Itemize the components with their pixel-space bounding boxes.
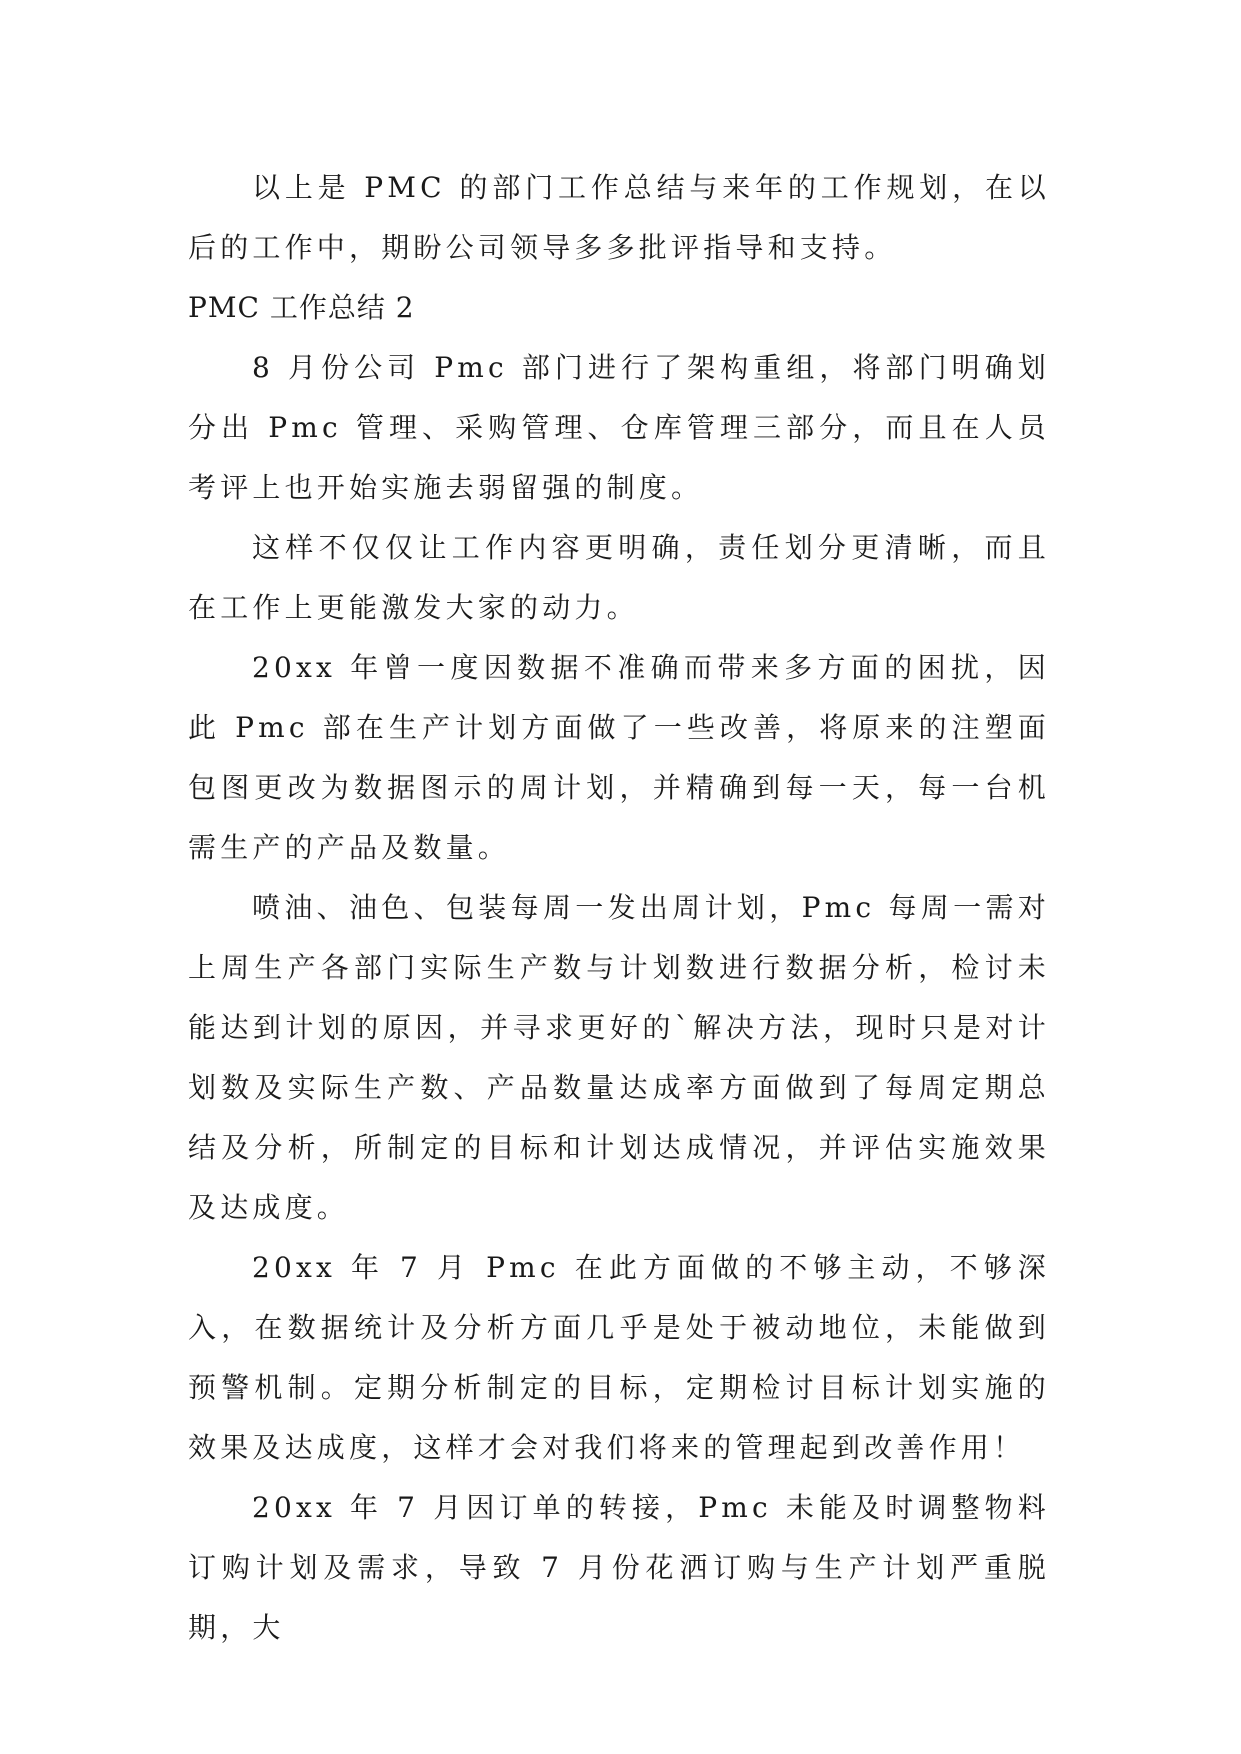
- paragraph-motivation: 这样不仅仅让工作内容更明确，责任划分更清晰，而且在工作上更能激发大家的动力。: [188, 531, 1050, 624]
- paragraph-weekly-plan: 喷油、油色、包装每周一发出周计划，Pmc 每周一需对上周生产各部门实际生产数与计划数进行数据分析，检讨未能达到计划的原因，并寻求更好的`解决方法，现时只是对计划数及实际生产数、产品数量达成率方面做到了每周定期总结及分析，所制定的目标和计划达成情况，并评估实施效果及达成度。: [188, 891, 1050, 1224]
- paragraph-restructure: 8 月份公司 Pmc 部门进行了架构重组，将部门明确划分出 Pmc 管理、采购管理、仓库管理三部分，而且在人员考评上也开始实施去弱留强的制度。: [188, 351, 1050, 504]
- paragraph-data-improvement: 20xx 年曾一度因数据不准确而带来多方面的困扰，因此 Pmc 部在生产计划方面做了一些改善，将原来的注塑面包图更改为数据图示的周计划，并精确到每一天，每一台机需生产的产品及数量。: [188, 651, 1050, 864]
- paragraph-closing: 以上是 PMC 的部门工作总结与来年的工作规划，在以后的工作中，期盼公司领导多多批评指导和支持。: [188, 171, 1050, 264]
- section-heading: PMC 工作总结 2: [188, 291, 415, 324]
- document-body: [188, 158, 1050, 1658]
- paragraph-july-analysis: 20xx 年 7 月 Pmc 在此方面做的不够主动，不够深入，在数据统计及分析方面几乎是处于被动地位，未能做到预警机制。定期分析制定的目标，定期检讨目标计划实施的效果及达成度，这样才会对我们将来的管理起到改善作用！: [188, 1251, 1050, 1464]
- paragraph-july-orders: 20xx 年 7 月因订单的转接，Pmc 未能及时调整物料订购计划及需求，导致 7 月份花洒订购与生产计划严重脱期，大: [188, 1491, 1050, 1644]
